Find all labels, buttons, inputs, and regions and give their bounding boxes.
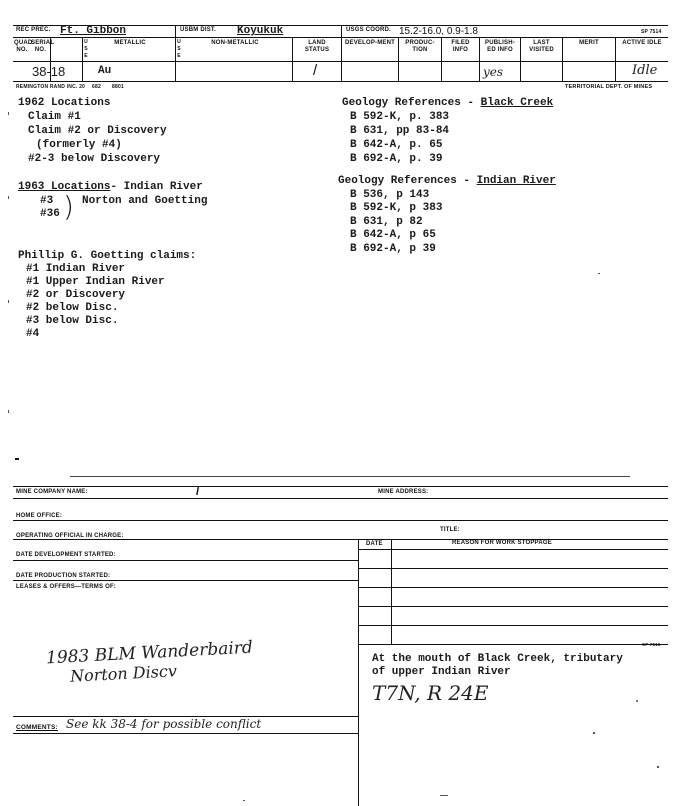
handwritten-blm-note: 1983 BLM Wanderbaird [45,637,254,669]
location-note-line-1: At the mouth of Black Creek, tributary [372,653,623,665]
mine-company-name-label: MINE COMPANY NAME: [16,489,88,495]
published-info-value: yes [483,65,504,79]
date-dev-started-label: DATE DEVELOPMENT STARTED: [16,552,116,558]
col-use-1: U S E [84,39,88,59]
goetting-title: Phillip G. Goetting claims: [18,250,197,262]
geology-black-line: B 592-K, p. 383 [350,111,450,123]
form-number-bottom: SP 7515 [642,642,661,647]
margin-mark [598,273,600,274]
margin-mark [8,112,9,115]
col-use-2: U S E [177,39,181,59]
locations-1962-line: Claim #1 [28,111,81,123]
col-non-metallic: NON-METALLIC [211,40,259,46]
speck [636,700,638,702]
goetting-line: #1 Indian River [26,263,126,275]
reason-column-header: REASON FOR WORK STOPPAGE [452,540,552,546]
col-published-info: PUBLISH-ED INFO [485,40,515,53]
col-land-status: LAND STATUS [304,40,330,53]
comments-value: See kk 38-4 for possible conflict [66,717,262,731]
geology-indian-line: B 642-A, p 65 [350,229,436,241]
quad-serial-value: 38-18 [32,64,66,79]
geology-black-line: B 631, pp 83-84 [350,125,450,137]
printer-code-2: 8801 [112,84,124,90]
printer-code-1: 682 [92,84,101,90]
col-quad-no: QUAD. NO. [14,40,35,53]
speck [593,732,595,734]
margin-mark [8,196,9,199]
speck [657,766,659,768]
location-note-line-2: of upper Indian River [372,666,511,678]
usbm-dist-label: USBM DIST. [180,27,217,33]
active-idle-value: Idle [632,63,658,78]
geology-black-line: B 692-A, p. 39 [350,153,443,165]
goetting-block [18,250,196,341]
geology-indian-name: Indian River [476,175,556,187]
col-development: DEVELOP-MENT [344,40,396,46]
locations-1963-title [18,181,203,193]
printer-imprint: REMINGTON RAND INC. 20 [16,84,86,90]
geology-indian-line: B 536, p 143 [350,188,430,201]
geology-black-line: B 642-A, p. 65 [350,139,443,151]
margin-mark [8,300,9,303]
geology-indian-line: B 631, p 82 [350,215,423,228]
usgs-coord-value: 15.2-16.0, 0.9-1.8 [399,26,478,37]
col-metallic: METALLIC [114,40,146,46]
locations-1962-line: (formerly #4) [36,139,122,151]
geology-indian-line: B 692-A, p 39 [350,242,436,255]
locations-1963-claim-b: #36 [40,208,60,220]
faint-rule [70,476,630,477]
goetting-line: #2 below Disc. [26,302,119,314]
locations-1963-claim-a: #3 [40,195,54,207]
tick-mark [15,458,19,460]
goetting-line: #4 [26,328,40,340]
geology-black-block [342,96,553,166]
geology-black-name: Black Creek [480,97,554,109]
mine-address-label: MINE ADDRESS: [378,489,429,495]
goetting-line: #2 or Discovery [26,289,126,301]
locations-1963-year: 1963 Locations [18,181,111,193]
locations-1962-line: Claim #2 or Discovery [28,125,167,137]
title-label: TITLE: [440,527,460,533]
usgs-coord-label: USGS COORD. [346,27,391,33]
locations-1963-river: - Indian River [110,181,203,193]
land-status-value: / [313,62,318,79]
department-label: TERRITORIAL DEPT. OF MINES [565,84,653,90]
col-active-idle: ACTIVE IDLE [622,40,662,46]
handwritten-norton-note: Norton Discv [69,661,178,686]
locations-1962-title: 1962 Locations [18,97,111,109]
goetting-line: #3 below Disc. [26,315,119,327]
geology-indian-block [338,175,556,256]
date-prod-started-label: DATE PRODUCTION STARTED: [16,573,111,579]
township-range: T7N, R 24E [372,681,489,705]
mine-company-name-value: / [196,484,200,498]
col-filed-info: FILED INFO [451,40,470,53]
leases-label: LEASES & OFFERS—TERMS OF: [16,584,117,590]
geology-indian-line: B 592-K, p 383 [350,202,443,214]
col-production: PRODUC-TION [405,40,435,53]
usbm-dist-value: Koyukuk [237,25,284,37]
form-number-top: SP 7514 [641,29,662,35]
comments-label: COMMENTS: [16,724,58,731]
speck [243,800,245,801]
date-column-header: DATE [366,541,383,547]
locations-1963-owners: Norton and Goetting [82,195,208,207]
col-last-visited: LAST VISITED [529,40,554,53]
brace-glyph: ) [63,190,74,223]
home-office-label: HOME OFFICE: [16,513,63,519]
rec-prec-value: Ft. Gibbon [60,25,127,37]
col-merit: MERIT [579,40,599,46]
goetting-line: #1 Upper Indian River [26,276,165,288]
locations-1962-line: #2-3 below Discovery [28,153,161,165]
geology-indian-prefix: Geology References - [338,175,477,187]
geology-black-prefix: Geology References - [342,97,481,109]
operating-official-label: OPERATING OFFICIAL IN CHARGE: [16,533,124,539]
margin-mark [8,410,9,413]
rec-prec-label: REC PREC. [16,27,51,33]
speck [440,795,448,796]
location-note [372,653,623,679]
locations-1962-block [18,96,167,166]
col-serial-no: SERIAL NO. [31,40,55,53]
metallic-value: Au [98,65,112,77]
